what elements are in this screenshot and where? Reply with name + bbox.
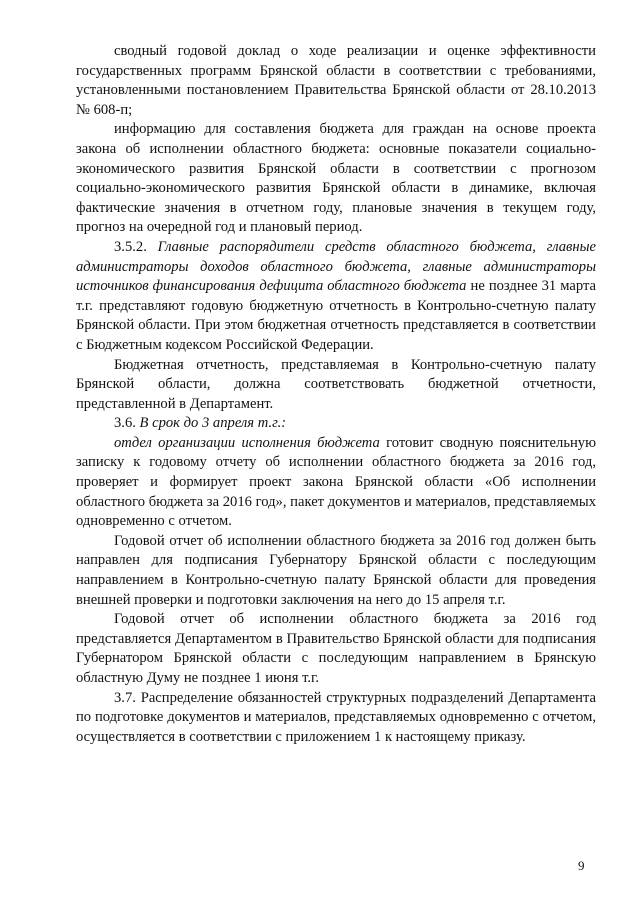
paragraph-reporting-conformity: Бюджетная отчетность, представляемая в Контрольно-счетную палату Брянской области, должна соответствовать бюджетной отчетности, представленной в Департамент.	[76, 356, 596, 412]
paragraph-3-5-2	[76, 238, 596, 356]
document-body	[76, 42, 596, 747]
paragraph-governor-signing: Годовой отчет об исполнении областного бюджета за 2016 год должен быть направлен для подписания Губернатору Брянской области с последующим направлением в Контрольно-счетную палату Брянской области для проведения внешней проверки и подготовки заключения на него до 15 апреля т.г.	[76, 532, 596, 608]
italic-emphasis: В срок до 3 апреля т.г.:	[139, 415, 287, 432]
italic-emphasis: Главные распорядители средств областного бюджета, главные администраторы доходов областного бюджета, главные администраторы источников финансирования дефицита областного бюджета	[76, 238, 596, 295]
paragraph-3-6-heading	[76, 414, 596, 434]
page-number: 9	[578, 858, 585, 873]
italic-emphasis: отдел организации исполнения бюджета	[114, 434, 380, 451]
paragraph-government-submission: Годовой отчет об исполнении областного бюджета за 2016 год представляется Департаментом в Правительство Брянской области для подписания Губернатором Брянской области с последующим направлением в Брянскую областную Думу не позднее 1 июня т.г.	[76, 611, 596, 686]
paragraph-citizens-budget: информацию для составления бюджета для граждан на основе проекта закона об исполнении областного бюджета: основные показатели социально-экономического развития Брянской области в соответствии с прогнозом социально-экономического развития Брянской области в динамике, включая фактические значения в отчетном году, плановые значения в текущем году, прогноз на очередной год и плановый период.	[76, 121, 596, 236]
paragraph-3-7: 3.7. Распределение обязанностей структурных подразделений Департамента по подготовке документов и материалов, представляемых одновременно с отчетом, осуществляется в соответствии с приложением 1 к настоящему приказу.	[76, 689, 596, 745]
paragraph-text: готовит сводную пояснительную записку к годовому отчету об исполнении областного бюджета за 2016 год, проверяет и формирует проект закона Брянской области «Об исполнении областного бюджета за 2016 год», пакет документов и материалов, представляемых одновременно с отчетом.	[76, 434, 596, 530]
paragraph-number: 3.6.	[114, 415, 140, 432]
paragraph-text: не позднее 31 марта т.г. представляют годовую бюджетную отчетность в Контрольно-счетную палату Брянской области. При этом бюджетная отчетность представляется в соответствии с Бюджетным кодексом Российской Федерации.	[76, 278, 596, 353]
paragraph-number: 3.5.2.	[114, 238, 158, 255]
paragraph-consolidated-report: сводный годовой доклад о ходе реализации и оценке эффективности государственных программ Брянской области в соответствии с требованиями, установленными постановлением Правительства Брянской области от 28.10.2013 № 608-п;	[76, 43, 596, 118]
paragraph-budget-department	[76, 434, 596, 532]
